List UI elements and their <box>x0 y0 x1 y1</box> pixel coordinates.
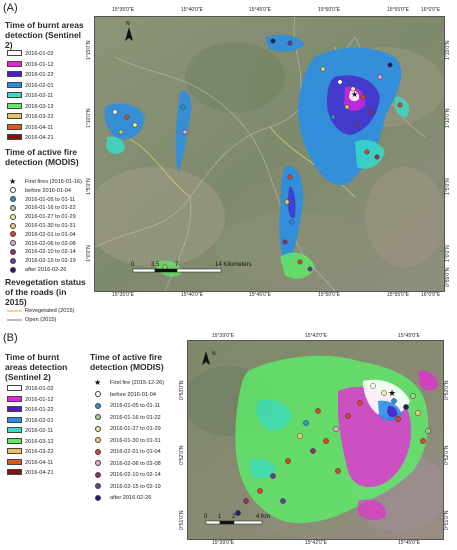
legend-label: 2016-02-01 to 01-04 <box>110 449 161 455</box>
panel-a-lat-tick-left-0: 1°15'0"N <box>86 40 92 60</box>
panel-a-lat-tick-right-3: 1°0'0"N <box>445 245 451 262</box>
legend-label: after 2016-02-26 <box>25 267 67 273</box>
panel-b-north-label: N <box>212 351 216 357</box>
star-icon: ★ <box>9 177 17 186</box>
panel-b-lon-tick-top-2: 15°45'0"E <box>398 333 420 339</box>
legend-label: 2016-02-01 to 01-04 <box>25 231 76 238</box>
panel-b-lat-tick-left-0: 0°53'0"N <box>179 380 185 400</box>
legend-swatch <box>7 406 22 412</box>
panel-a-map-image <box>95 17 444 291</box>
panel-a-lon-tick-bottom-2: 15°45'0"E <box>249 292 271 298</box>
legend-dot <box>10 240 16 246</box>
panel-b-map-image <box>188 341 443 539</box>
panel-b-lat-tick-left-2: 0°51'0"N <box>179 510 185 530</box>
legend-label: 2016-01-22 <box>25 407 54 413</box>
legend-label: 2016-01-30 to 01-31 <box>110 437 161 444</box>
legend-label: before 2016-01-04 <box>110 391 157 398</box>
legend-label: 2016-02-06 to 02-08 <box>25 240 76 247</box>
panel-b-scale-label-3: 4 Km <box>256 514 271 520</box>
legend-label: after 2016-02-26 <box>110 495 152 501</box>
panel-a-lat-tick-right-0: 1°15'0"N <box>445 40 451 60</box>
legend-label: 2016-03-12 <box>25 103 54 110</box>
panel-b-lat-tick-right-0: 0°53'0"N <box>444 380 450 400</box>
legend-swatch <box>7 92 22 98</box>
panel-a-lon-tick-top-1: 15°40'0"E <box>181 7 203 13</box>
panel-a-lon-tick-top-5: 16°0'0"E <box>421 7 441 13</box>
panel-a-fire-legend-title: Time of active fire detection (MODIS) <box>5 147 79 167</box>
legend-label: 2016-02-10 to 02-14 <box>110 472 161 478</box>
legend-dot <box>95 403 101 409</box>
legend-swatch <box>7 396 22 402</box>
legend-dot <box>10 187 16 193</box>
panel-a-lat-tick-left-3: 1°0'0"N <box>86 245 92 262</box>
panel-a-lon-tick-bottom-1: 15°40'0"E <box>181 292 203 298</box>
legend-dot <box>10 214 16 220</box>
legend-dot <box>95 414 101 420</box>
legend-swatch <box>7 61 22 67</box>
panel-a-lon-tick-top-3: 15°50'0"E <box>318 7 340 13</box>
legend-label: 2016-01-05 to 01-11 <box>25 196 76 203</box>
panel-b-lat-tick-right-1: 0°52'0"N <box>444 445 450 465</box>
legend-dot <box>95 495 101 501</box>
panel-a-north-label: N <box>126 21 130 27</box>
legend-swatch <box>7 113 22 119</box>
legend-label: Revegetated (2015) <box>25 308 75 314</box>
legend-dot <box>95 426 101 432</box>
legend-label: 2016-02-11 <box>25 428 54 434</box>
legend-dot <box>10 267 16 273</box>
legend-swatch <box>7 438 22 444</box>
panel-b-label: (B) <box>3 332 18 344</box>
legend-swatch <box>7 50 22 56</box>
legend-label: 2016-01-30 to 01-31 <box>25 223 76 229</box>
legend-label: 2016-02-11 <box>25 93 54 99</box>
legend-label: 2016-02-10 to 02-14 <box>25 249 76 256</box>
legend-swatch <box>7 459 22 465</box>
legend-dot <box>95 472 101 478</box>
legend-dot <box>10 258 16 264</box>
panel-a-lon-tick-top-0: 15°35'0"E <box>112 7 134 13</box>
legend-swatch <box>7 417 22 423</box>
panel-a-lon-tick-top-4: 15°55'0"E <box>387 7 409 13</box>
legend-label: 2016-02-01 <box>25 417 54 424</box>
legend-dot <box>95 449 101 455</box>
legend-label: 2016-02-01 <box>25 82 54 89</box>
panel-a-scale-label-3: 14 Kilometers <box>215 262 252 268</box>
legend-dot <box>10 249 16 255</box>
legend-label: 2016-01-02 <box>25 386 54 392</box>
legend-label: 2016-03-12 <box>25 438 54 445</box>
panel-a-roads-legend-title: Revegetation status of the roads (in 2015) <box>5 277 86 307</box>
panel-b-lat-tick-left-1: 0°52'0"N <box>179 445 185 465</box>
legend-label: 2016-03-22 <box>25 449 54 455</box>
legend-dot <box>95 437 101 443</box>
legend-dot <box>10 223 16 229</box>
legend-swatch <box>7 134 22 140</box>
legend-swatch <box>7 103 22 109</box>
svg-text:★: ★ <box>351 90 359 99</box>
panel-b-map <box>187 340 444 540</box>
panel-a-lat-tick-right-4: 0°55'0"N <box>445 267 451 287</box>
panel-b-lon-tick-bottom-2: 15°45'0"E <box>398 540 420 546</box>
panel-b-fire-legend-title: Time of active fire detection (MODIS) <box>90 352 164 372</box>
legend-label: 2016-03-22 <box>25 114 54 120</box>
panel-b-scale-label-1: 1 <box>218 514 222 520</box>
panel-a-label: (A) <box>3 2 18 14</box>
legend-dot <box>10 231 16 237</box>
legend-swatch <box>7 71 22 77</box>
legend-label: 2016-01-27 to 01-29 <box>25 214 76 221</box>
panel-a-scale-label-2: 7 <box>175 262 179 268</box>
legend-swatch <box>7 385 22 391</box>
legend-label: Open (2015) <box>25 317 57 323</box>
legend-label: 2016-04-11 <box>25 459 54 466</box>
legend-label: 2016-01-27 to 01-29 <box>110 426 161 432</box>
legend-dot <box>10 205 16 211</box>
star-icon: ★ <box>94 378 102 387</box>
legend-dot <box>95 460 101 466</box>
legend-label: 2016-01-16 to 01-22 <box>25 205 76 212</box>
legend-label: 2016-02-15 to 02-19 <box>110 483 161 490</box>
legend-dot <box>95 391 101 397</box>
panel-b-scale-label-0: 0 <box>204 514 208 520</box>
legend-swatch <box>7 124 22 130</box>
legend-swatch <box>7 469 22 475</box>
panel-b-lat-tick-right-2: 0°51'0"N <box>444 510 450 530</box>
legend-label: First fires (2016-01-16) <box>25 179 82 185</box>
panel-a-lat-tick-right-2: 1°5'0"N <box>445 178 451 195</box>
svg-text:★: ★ <box>388 388 397 398</box>
legend-swatch <box>7 82 22 88</box>
legend-label: 2016-02-06 to 02-08 <box>110 460 161 467</box>
panel-a-lat-tick-left-1: 1°10'0"N <box>86 108 92 128</box>
panel-b-lon-tick-bottom-0: 15°39'0"E <box>212 540 234 546</box>
legend-swatch <box>7 427 22 433</box>
legend-label: 2016-04-11 <box>25 124 54 131</box>
legend-label: 2016-04-21 <box>25 470 54 476</box>
legend-line-swatch <box>7 319 22 321</box>
legend-label: 2016-01-22 <box>25 72 54 78</box>
legend-label: 2016-04-21 <box>25 135 54 141</box>
legend-label: 2016-01-16 to 01-22 <box>110 414 161 421</box>
legend-label: First fire (2015-12-26) <box>110 380 165 386</box>
panel-a-scale-label-0: 0 <box>131 262 135 268</box>
legend-label: before 2016-01-04 <box>25 187 72 194</box>
legend-swatch <box>7 448 22 454</box>
legend-dot <box>10 196 16 202</box>
panel-a-lon-tick-top-2: 15°45'0"E <box>249 7 271 13</box>
panel-a-scale-label-1: 3.5 <box>151 262 160 268</box>
legend-line-swatch <box>7 310 22 312</box>
legend-dot <box>95 483 101 489</box>
panel-a-lon-tick-bottom-3: 15°50'0"E <box>318 292 340 298</box>
panel-b-lon-tick-top-1: 15°42'0"E <box>305 333 327 339</box>
panel-a-lon-tick-bottom-4: 15°55'0"E <box>387 292 409 298</box>
panel-a-lat-tick-right-1: 1°10'0"N <box>445 108 451 128</box>
legend-label: 2016-01-02 <box>25 51 54 57</box>
panel-b-lon-tick-bottom-1: 15°42'0"E <box>305 540 327 546</box>
panel-b-scale-label-2: 2 <box>232 514 236 520</box>
panel-a-burnt-legend-title: Time of burnt areas detection (Sentinel 2) <box>5 20 84 50</box>
panel-b-burnt-legend-title: Time of burnt areas detection (Sentinel 2) <box>5 352 68 382</box>
panel-a-lat-tick-left-2: 1°5'0"N <box>86 178 92 195</box>
panel-a-lon-tick-bottom-5: 16°0'0"E <box>421 292 441 298</box>
panel-b-lon-tick-top-0: 15°39'0"E <box>212 333 234 339</box>
panel-a-map <box>94 16 445 292</box>
legend-label: 2016-01-12 <box>25 61 54 68</box>
legend-label: 2016-01-12 <box>25 396 54 403</box>
legend-label: 2016-01-05 to 01-11 <box>110 403 161 409</box>
panel-a-lon-tick-bottom-0: 15°35'0"E <box>112 292 134 298</box>
legend-label: 2016-02-15 to 02-19 <box>25 258 76 265</box>
